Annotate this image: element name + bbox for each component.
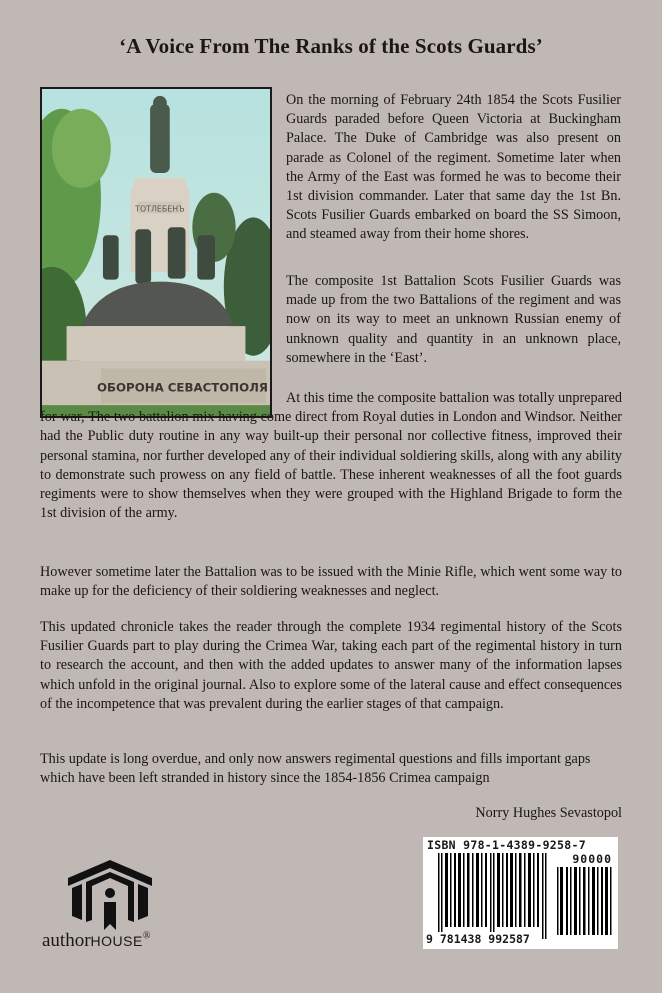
paragraph-4: However sometime later the Battalion was to be issued with the Minie Rifle, which went some way to make up for the deficiency of their soldiering weaknesses and neglect. — [40, 564, 622, 600]
addon-barcode-icon — [557, 867, 613, 935]
ean-digits: 9 781438 992587 — [426, 932, 530, 946]
price-code: 90000 — [572, 852, 612, 866]
monument-illustration — [42, 89, 270, 416]
cover-title: ‘A Voice From The Ranks of the Scots Guards’ — [119, 34, 543, 58]
publisher-name-upper: HOUSE — [90, 933, 143, 949]
paragraph-3: At this time the composite battalion was totally unprepared for war, The two battalion mix having come direct from Royal duties in London and Windsor. Neither had the Public duty routine in any way built-up their personal nor collective fitness, improved their personal stamina, nor further developed any of their individual soldiering skills, along with any ability to demonstrate such prowess on any field of battle. These inherent weaknesses of all the foot guards regiments were to show themselves when they were grouped with the Highland Brigade to form the 1st division of the army. — [40, 390, 622, 522]
paragraph-6: This update is long overdue, and only now answers regimental questions and fills important gaps which have been left stranded in history since the 1854-1856 Crimea campaign — [40, 751, 591, 787]
publisher-logo — [42, 860, 187, 955]
base-inscription: ОБОРОНА СЕВАСТОПОЛЯ — [97, 380, 269, 395]
publisher-name-lower: author — [42, 930, 91, 951]
monument-photo — [40, 87, 272, 418]
barcode-bars-icon — [438, 853, 548, 939]
publisher-name — [42, 930, 150, 952]
paragraph-2: The composite 1st Battalion Scots Fusilier Guards was made up from the two Battalions of the regiment and was now on its way to meet an unknown Russian enemy of unknown quality and quantity in an unknown place, somewhere in the ‘East’. — [286, 273, 621, 366]
pedestal-inscription: ТОТЛЕБЕНЪ — [135, 204, 185, 214]
isbn-label: ISBN 978-1-4389-9258-7 — [427, 838, 586, 852]
author-signature: Norry Hughes Sevastopol — [475, 805, 622, 821]
paragraph-5: This updated chronicle takes the reader through the complete 1934 regimental history of the Scots Fusilier Guards part to play during the Crimea War, taking each part of the regimental history in turn to research the account, and then with the added updates to answer many of the information lapses which unfold in the original journal. Also to explore some of the lateral cause and effect consequences of the incompetence that was prevalent during the earlier stages of that campaign. — [40, 619, 622, 712]
isbn-barcode — [423, 837, 618, 949]
paragraph-1: On the morning of February 24th 1854 the Scots Fusilier Guards paraded before Queen Victoria at Buckingham Palace. The Duke of Cambridge was also present on parade as Colonel of the regiment. Sometime later when the Army of the East was formed he was to become their 1st division commander. Later that same day the 1st Bn. Scots Fusilier Guards embarked on board the SS Simoon, and steamed away from their home shores. — [286, 92, 621, 243]
registered-mark: ® — [142, 930, 151, 942]
authorhouse-house-icon — [68, 860, 152, 930]
